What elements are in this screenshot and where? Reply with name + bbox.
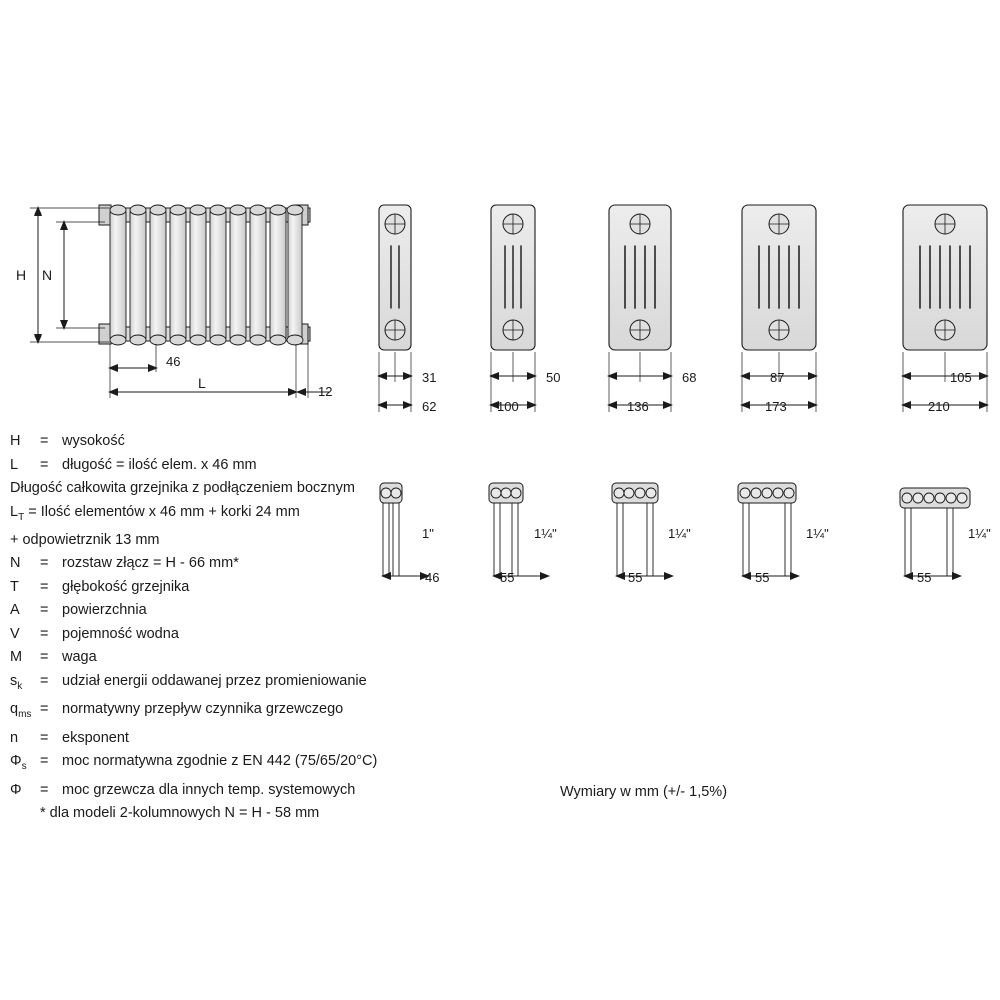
legend-total-length: Długość całkowita grzejnika z podłączeniem bocznym <box>10 480 355 496</box>
legend-equals: = <box>40 625 49 642</box>
legend-symbol: $\Phi_s$ <box>10 753 27 773</box>
dim-thread-6col: 55 <box>917 570 932 585</box>
legend-row-phi <box>10 779 480 803</box>
legend-row-A <box>10 599 480 623</box>
plan-3-column <box>489 483 557 585</box>
thread-2col: 1" <box>422 526 434 541</box>
legend-row-T <box>10 576 480 600</box>
dim-4col-outer: 136 <box>627 399 649 414</box>
legend-text: normatywny przepływ czynnika grzewczego <box>62 701 344 718</box>
dim-6col-inner: 105 <box>950 370 972 385</box>
thread-6col: 1¼" <box>968 526 991 541</box>
legend-equals: = <box>40 729 49 746</box>
dimensions-tolerance-note: Wymiary w mm (+/- 1,5%) <box>560 784 728 800</box>
legend-text: głębokość grzejnika <box>62 578 190 595</box>
legend-symbol: n <box>10 729 19 746</box>
legend-vent: + odpowietrznik 13 mm <box>10 531 160 548</box>
legend-block <box>10 430 480 826</box>
legend-text: waga <box>62 649 97 666</box>
legend-symbol: H <box>10 433 21 449</box>
legend-text: pojemność wodna <box>62 625 179 642</box>
dim-3col-inner: 50 <box>546 370 561 385</box>
dim-46: 46 <box>166 354 181 369</box>
legend-row-sk <box>10 670 480 698</box>
dim-4col-inner: 68 <box>682 370 697 385</box>
legend-equals: = <box>40 555 49 572</box>
legend-row-qms <box>10 698 480 726</box>
legend-symbol: Φ <box>10 781 22 798</box>
legend-equals: = <box>40 578 49 595</box>
legend-row-phis <box>10 750 480 778</box>
legend-equals: = <box>40 701 49 718</box>
dim-5col-outer: 173 <box>765 399 787 414</box>
legend-footnote-2col: * dla modeli 2-kolumnowych N = H - 58 mm <box>40 805 320 822</box>
dim-thread-5col: 55 <box>755 570 770 585</box>
legend-equals: = <box>40 649 49 666</box>
legend-symbol: V <box>10 625 20 642</box>
legend-text: rozstaw złącz = H - 66 mm* <box>62 555 239 572</box>
legend-row-L <box>10 454 480 478</box>
dim-thread-3col: 55 <box>500 570 515 585</box>
section-2-column <box>377 205 436 414</box>
plan-6-column <box>900 488 991 585</box>
dim-2col-inner: 31 <box>422 370 437 385</box>
legend-row-M <box>10 646 480 670</box>
legend-equals: = <box>40 672 49 689</box>
legend-equals: = <box>40 433 49 449</box>
thread-4col: 1¼" <box>668 526 691 541</box>
dim-thread-2col: 46 <box>425 570 440 585</box>
section-4-column <box>607 205 696 414</box>
section-3-column <box>489 205 560 414</box>
thread-3col: 1¼" <box>534 526 557 541</box>
legend-text: moc normatywna zgodnie z EN 442 (75/65/20°C) <box>62 753 378 770</box>
dim-2col-outer: 62 <box>422 399 437 414</box>
plan-4-column <box>612 483 691 585</box>
dim-3col-outer: 100 <box>497 399 519 414</box>
dim-thread-4col: 55 <box>628 570 643 585</box>
legend-symbol: L <box>10 456 19 473</box>
legend-text: powierzchnia <box>62 602 147 619</box>
legend-equals: = <box>40 456 49 473</box>
legend-symbol: N <box>10 555 21 572</box>
legend-row-n <box>10 727 480 751</box>
legend-symbol: T <box>10 578 19 595</box>
legend-text: długość = ilość elem. x 46 mm <box>62 456 257 473</box>
legend-equals: = <box>40 781 49 798</box>
legend-symbol: $s_k$ <box>10 672 23 692</box>
legend-equals: = <box>40 753 49 770</box>
legend-symbol: A <box>10 602 20 619</box>
dim-5col-inner: 87 <box>770 370 785 385</box>
thread-5col: 1¼" <box>806 526 829 541</box>
legend-text: udział energii oddawanej przez promieniowanie <box>62 672 367 689</box>
legend-equals: = <box>40 602 49 619</box>
legend-row-H <box>10 430 480 454</box>
front-view-radiator <box>16 205 332 399</box>
legend-lt-formula: $L_T$ = Ilość elementów x 46 mm + korki 24 mm <box>10 503 300 523</box>
legend-text: moc grzewcza dla innych temp. systemowych <box>62 781 356 798</box>
legend-row-V <box>10 623 480 647</box>
dim-6col-outer: 210 <box>928 399 950 414</box>
label-H: H <box>16 267 27 283</box>
legend-symbol: $q_{ms}$ <box>10 701 32 721</box>
label-L: L <box>198 375 206 391</box>
section-5-column <box>740 205 818 414</box>
section-6-column <box>901 205 989 414</box>
label-N: N <box>42 267 53 283</box>
legend-text: eksponent <box>62 729 129 746</box>
plan-5-column <box>738 483 829 585</box>
dim-12: 12 <box>318 384 333 399</box>
legend-row-N <box>10 552 480 576</box>
legend-text: wysokość <box>62 433 125 449</box>
legend-symbol: M <box>10 649 23 666</box>
